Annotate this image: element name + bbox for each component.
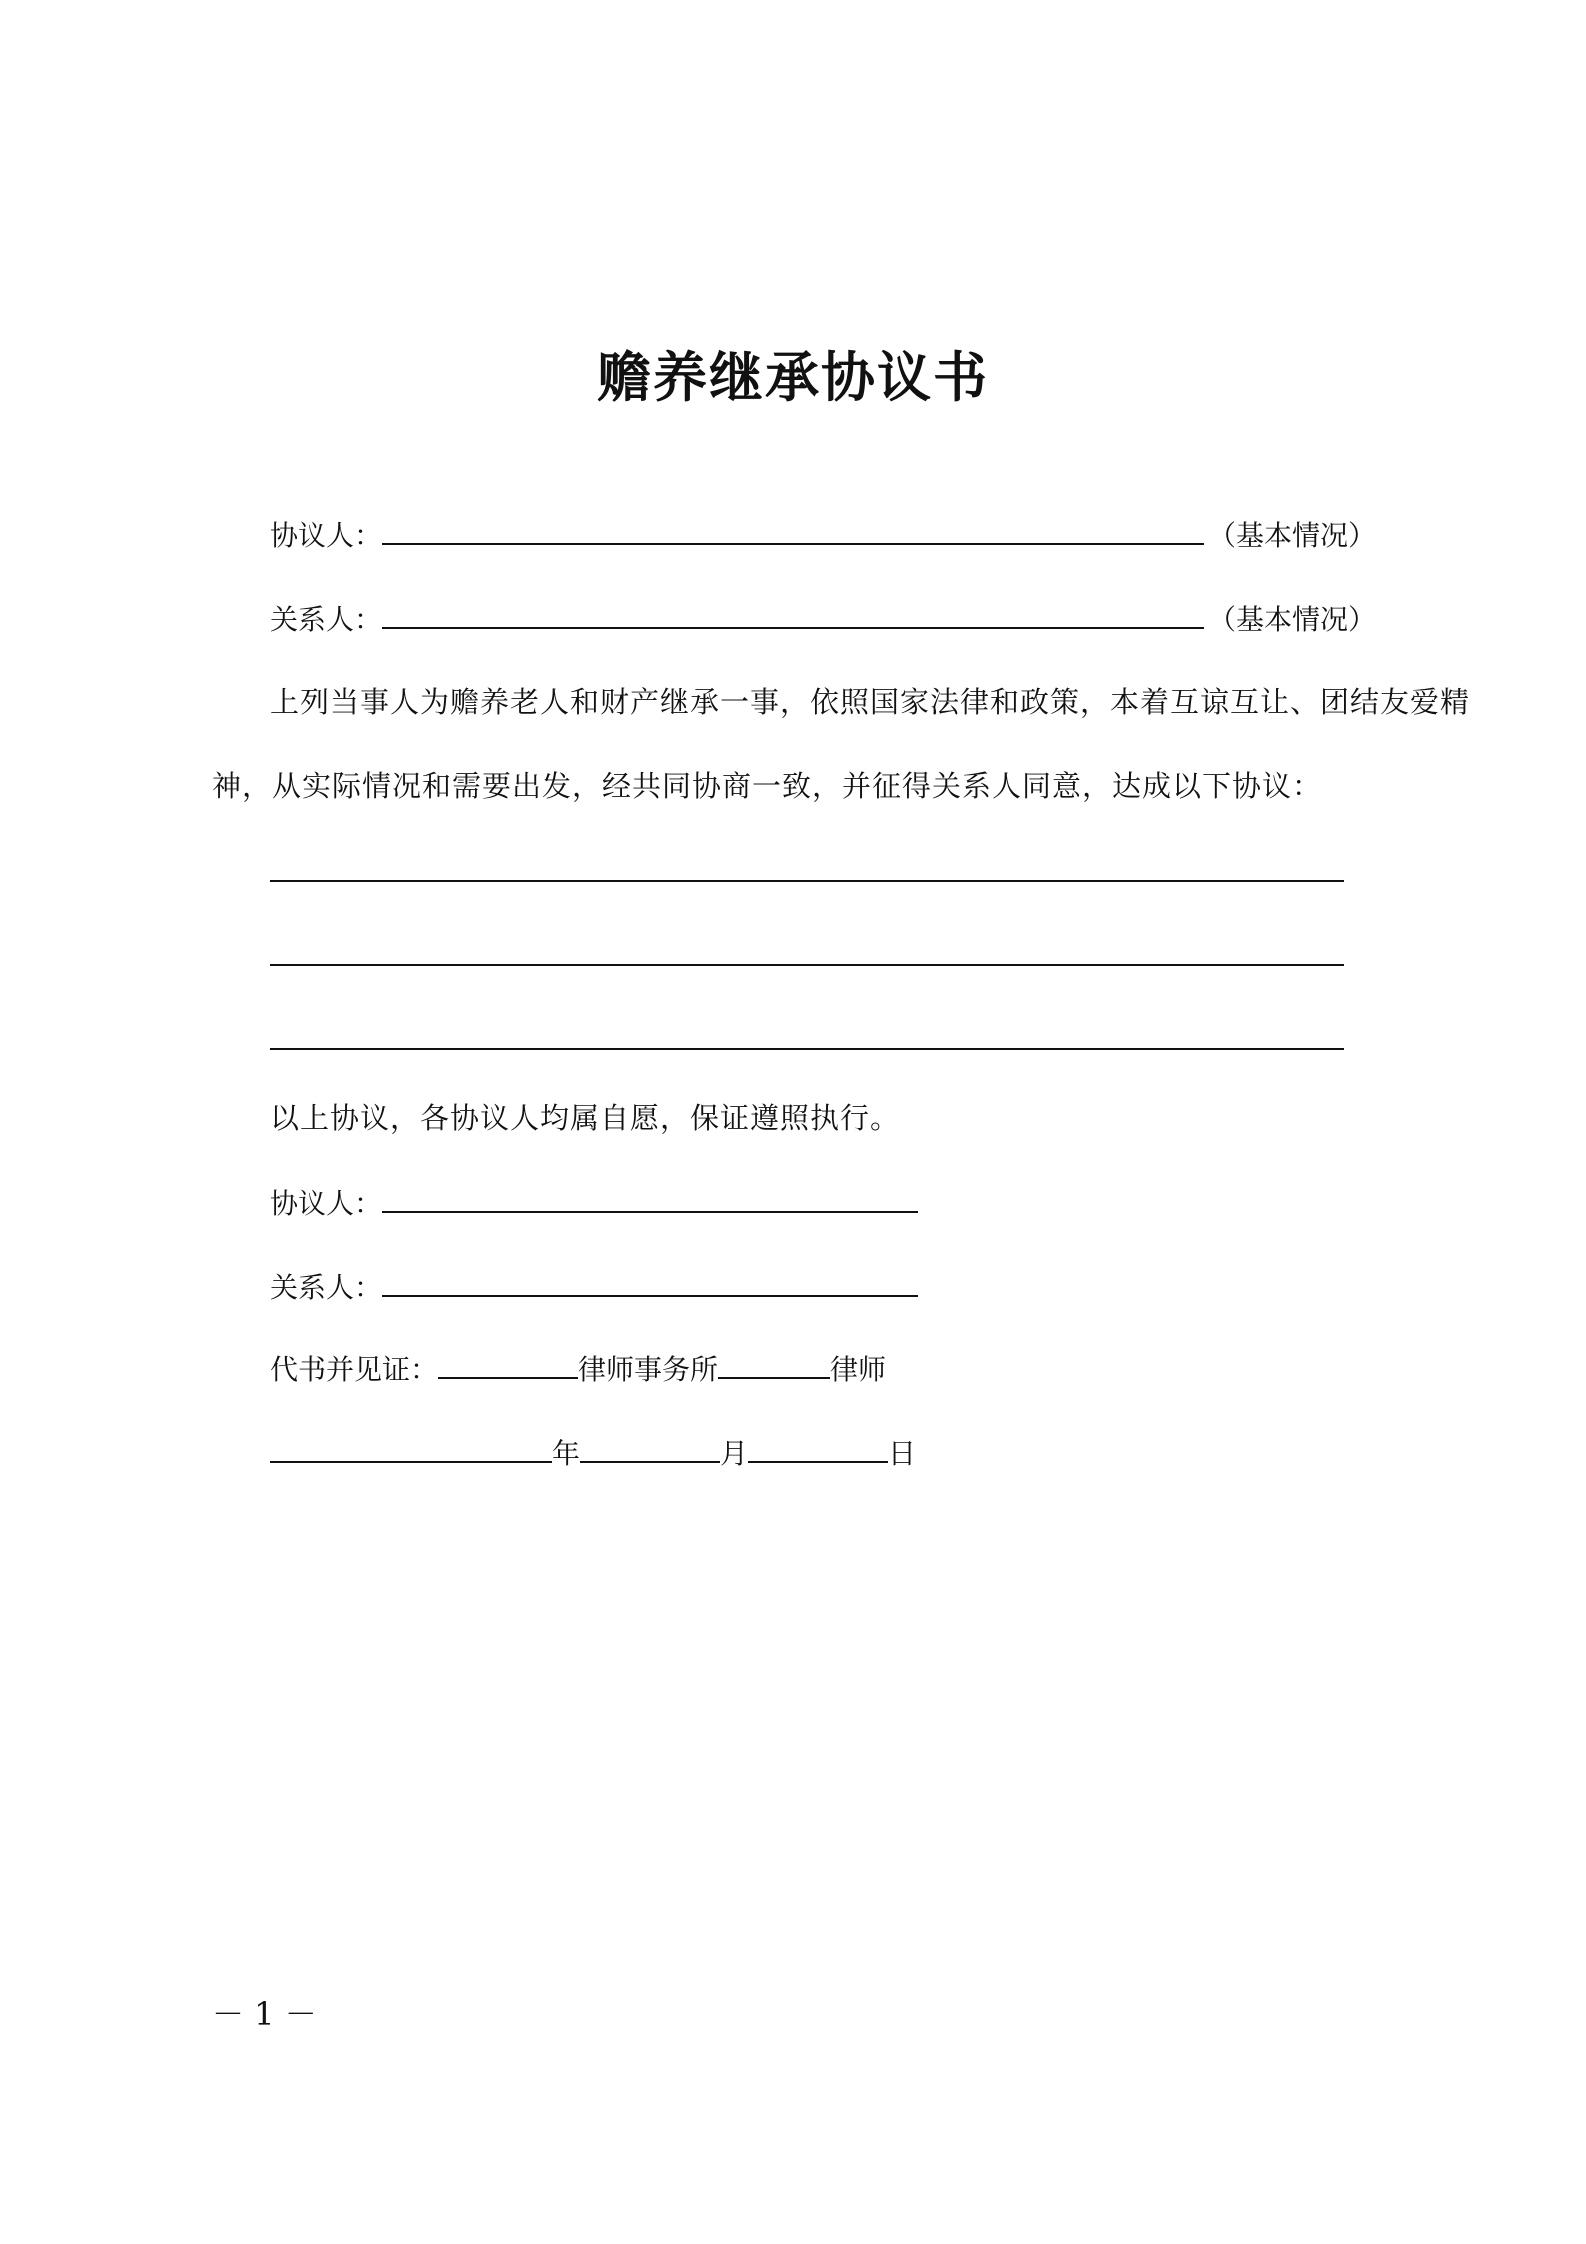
sign-party1-label: 协议人： xyxy=(270,1187,383,1220)
date-line xyxy=(270,1434,916,1474)
party1-note: （基本情况） xyxy=(1208,519,1377,552)
preamble-line-1: 上列当事人为赡养老人和财产继承一事，依照国家法律和政策，本着互谅互让、团结友爱精 xyxy=(270,685,1471,719)
sign-party2-blank xyxy=(382,1269,918,1297)
agreement-blank-line-2 xyxy=(270,964,1344,966)
party2-label: 关系人： xyxy=(270,603,383,636)
document-title: 赡养继承协议书 xyxy=(597,346,989,409)
witness-lawyer-blank xyxy=(718,1351,830,1379)
date-day-label: 日 xyxy=(888,1437,917,1470)
agreement-blank-line-1 xyxy=(270,880,1344,882)
witness-lawyer-label: 律师 xyxy=(830,1353,887,1386)
preamble-line-2: 神，从实际情况和需要出发，经共同协商一致，并征得关系人同意，达成以下协议： xyxy=(212,769,1323,803)
party1-blank xyxy=(382,517,1204,545)
witness-firm-blank xyxy=(438,1351,578,1379)
sign-party1-blank xyxy=(382,1185,918,1213)
closing-statement: 以上协议，各协议人均属自愿，保证遵照执行。 xyxy=(270,1101,901,1135)
party1-label: 协议人： xyxy=(270,519,383,552)
agreement-blank-line-3 xyxy=(270,1048,1344,1050)
sign-party1-line xyxy=(270,1184,918,1224)
date-day-blank xyxy=(748,1435,888,1463)
date-year-label: 年 xyxy=(552,1437,581,1470)
date-year-blank xyxy=(270,1435,552,1463)
party2-note: （基本情况） xyxy=(1208,603,1377,636)
sign-party2-line xyxy=(270,1268,918,1308)
page-number: － 1 － xyxy=(212,1995,317,2033)
witness-line xyxy=(270,1350,886,1390)
party1-line xyxy=(270,516,1204,556)
sign-party2-label: 关系人： xyxy=(270,1271,383,1304)
party2-blank xyxy=(382,601,1204,629)
witness-firm-label: 律师事务所 xyxy=(578,1353,719,1386)
party2-line xyxy=(270,600,1204,640)
date-month-label: 月 xyxy=(720,1437,749,1470)
witness-label: 代书并见证： xyxy=(270,1353,439,1386)
date-month-blank xyxy=(580,1435,720,1463)
